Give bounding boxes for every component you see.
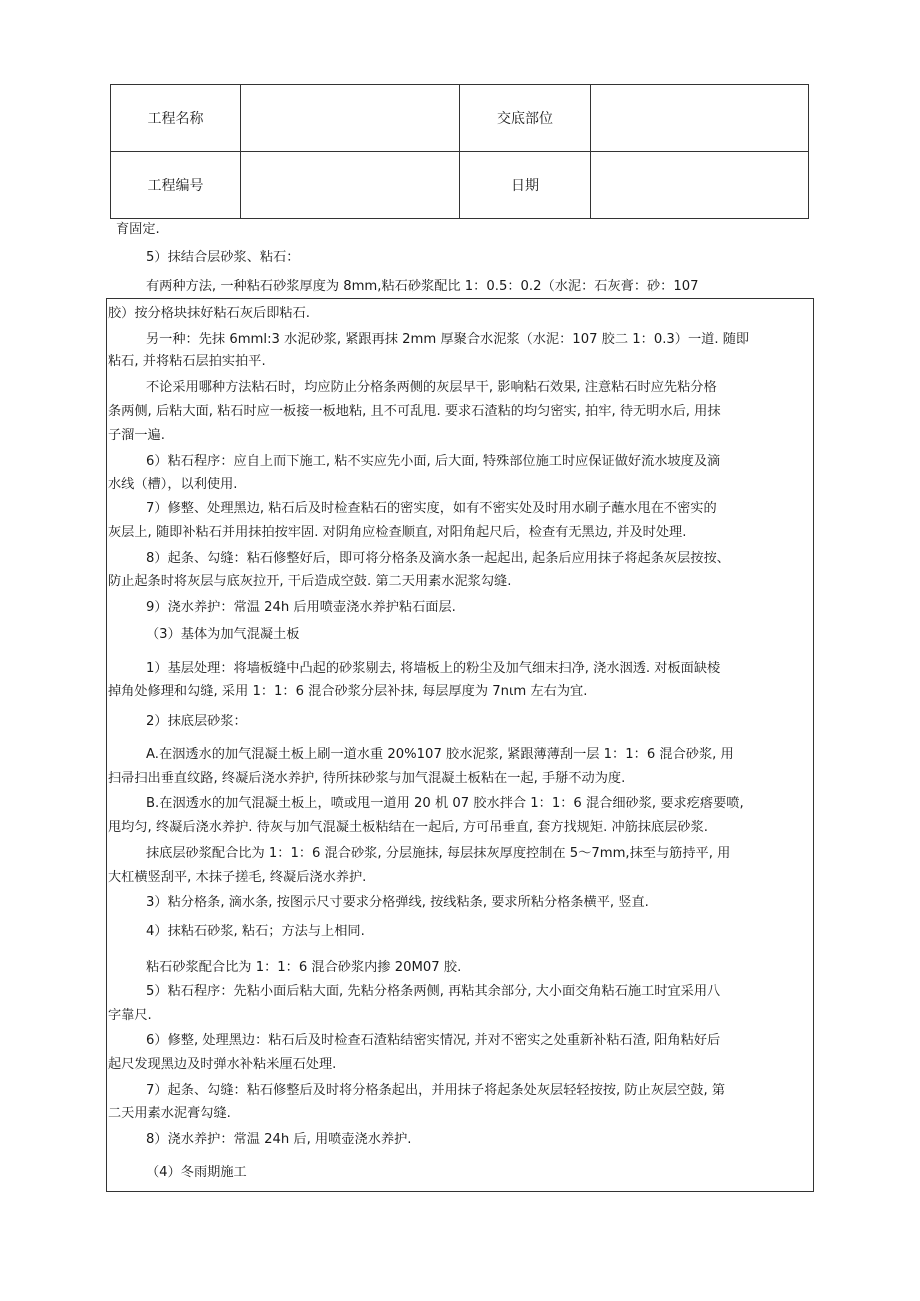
text-line: 7）修整、处理黑边, 粘石后及时检查粘石的密实度，如有不密实处及时用水刷子蘸水甩在不密实的: [146, 501, 717, 516]
text-line: 另一种：先抹 6mml:3 水泥砂浆, 紧跟再抹 2mm 厚聚合水泥浆（水泥：107 胶二 1：0.3）一道. 随即: [146, 332, 750, 347]
text-line: A.在洇透水的加气混凝土板上刷一道水重 20%107 胶水泥浆, 紧跟薄薄刮一层 1：1：6 混合砂浆, 用: [146, 747, 734, 762]
text-line: 字靠尺.: [108, 1008, 152, 1023]
date-value: [591, 152, 809, 219]
text-line: （3）基体为加气混凝土板: [146, 627, 300, 642]
text-line: 粘石, 并将粘石层拍实拍平.: [108, 354, 266, 369]
text-line: 子溜一遍.: [108, 428, 165, 443]
text-line: 8）浇水养护：常温 24h 后, 用喷壶浇水养护.: [146, 1132, 412, 1147]
text-line: 不论采用哪种方法粘石时，均应防止分格条两侧的灰层早干, 影响粘石效果, 注意粘石时应先粘分格: [146, 380, 717, 395]
text-line: 8）起条、勾缝：粘石修整好后，即可将分格条及滴水条一起起出, 起条后应用抹子将起条灰层按按、: [146, 551, 730, 566]
text-line: （4）冬雨期施工: [146, 1165, 247, 1180]
text-line: 起尺发现黑边及时弹水补粘米厘石处理.: [108, 1057, 337, 1072]
text-line: 育固定.: [116, 222, 160, 237]
text-line: B.在洇透水的加气混凝土板上，喷或甩一道用 20 机 07 胶水拌合 1：1：6 混合细砂浆, 要求疙瘩要喷,: [146, 796, 744, 811]
text-line: 甩均匀, 终凝后浇水养护. 待灰与加气混凝土板粘结在一起后, 方可吊垂直, 套方找规矩. 冲筋抹底层砂浆.: [108, 820, 708, 835]
text-line: 条两侧, 后粘大面, 粘石时应一板接一板地粘, 且不可乱甩. 要求石渣粘的均匀密实, 拍牢, 待无明水后, 用抹: [108, 404, 721, 419]
text-line: 3）粘分格条, 滴水条, 按图示尺寸要求分格弹线, 按线粘条, 要求所粘分格条横平, 竖直.: [146, 895, 649, 910]
text-line: 防止起条时将灰层与底灰拉开, 干后造成空鼓. 第二天用素水泥浆勾缝.: [108, 574, 512, 589]
project-no-label: 工程编号: [111, 152, 241, 219]
text-line: 7）起条、勾缝：粘石修整后及时将分格条起出，并用抹子将起条处灰层轻轻按按, 防止灰层空鼓, 第: [146, 1083, 726, 1098]
handover-part-value: [591, 85, 809, 152]
text-line: 9）浇水养护：常温 24h 后用喷壶浇水养护粘石面层.: [146, 600, 456, 615]
text-line: 扫帚扫出垂直纹路, 终凝后浇水养护, 待所抹砂浆与加气混凝土板粘在一起, 手掰不动为度.: [108, 771, 626, 786]
header-row-2: [111, 152, 809, 219]
header-row-1: [111, 85, 809, 152]
date-label: 日期: [460, 152, 591, 219]
project-name-value: [241, 85, 460, 152]
text-line: 灰层上, 随即补粘石并用抹拍按牢固. 对阴角应检查顺直, 对阳角起尺后，检查有无黑边, 并及时处理.: [108, 525, 687, 540]
text-line: 4）抹粘石砂浆, 粘石；方法与上相同.: [146, 924, 365, 939]
project-name-label: 工程名称: [111, 85, 241, 152]
text-line: 5）粘石程序：先粘小面后粘大面, 先粘分格条两侧, 再粘其余部分, 大小面交角粘石施工时宜采用八: [146, 984, 721, 999]
text-line: 抹底层砂浆配合比为 1：1：6 混合砂浆, 分层施抹, 每层抹灰厚度控制在 5～7mm,抹至与筋持平, 用: [146, 846, 731, 861]
header-table: [110, 84, 809, 219]
text-line: 2）抹底层砂浆：: [146, 714, 247, 729]
text-line: 水线（槽），以利使用.: [108, 477, 238, 492]
handover-part-label: 交底部位: [460, 85, 591, 152]
text-line: 二天用素水泥膏勾缝.: [108, 1106, 231, 1121]
text-line: 6）粘石程序：应自上而下施工, 粘不实应先小面, 后大面, 特殊部位施工时应保证做好流水坡度及滴: [146, 454, 721, 469]
project-no-value: [241, 152, 460, 219]
text-line: 1）基层处理：将墙板缝中凸起的砂浆剔去, 将墙板上的粉尘及加气细末扫净, 浇水洇透. 对板面缺棱: [146, 661, 721, 676]
text-line: 有两种方法, 一种粘石砂浆厚度为 8mm,粘石砂浆配比 1：0.5：0.2（水泥：石灰膏：砂：107: [146, 279, 699, 294]
text-line: 大杠横竖刮平, 木抹子搓毛, 终凝后浇水养护.: [108, 870, 367, 885]
text-line: 掉角处修理和勾缝, 采用 1：1：6 混合砂浆分层补抹, 每层厚度为 7nιm 左右为宜.: [108, 684, 588, 699]
text-line: 6）修整, 处理黑边：粘石后及时检查石渣粘结密实情况, 并对不密实之处重新补粘石渣, 阳角粘好后: [146, 1033, 721, 1048]
text-line: 胶）按分格块抹好粘石灰后即粘石.: [108, 306, 311, 321]
text-line: 5）抹结合层砂浆、粘石：: [146, 250, 300, 265]
text-line: 粘石砂浆配合比为 1：1：6 混合砂浆内掺 20M07 胶.: [146, 960, 462, 975]
